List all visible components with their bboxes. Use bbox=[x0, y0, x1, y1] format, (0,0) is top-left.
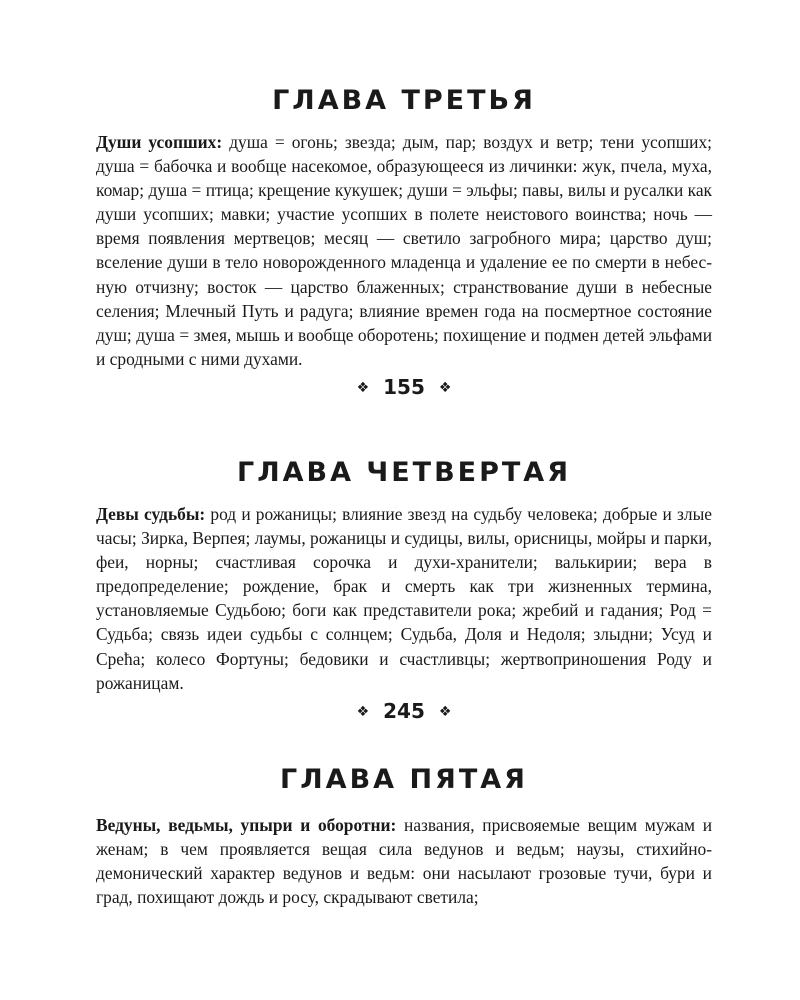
diamond-ornament-icon: ❖ bbox=[438, 379, 452, 396]
summary-lead: Ведуны, ведьмы, упыри и оборотни: bbox=[96, 815, 397, 835]
page-number: 155 bbox=[383, 374, 425, 399]
chapter-title: ГЛАВА ТРЕТЬЯ bbox=[272, 85, 536, 116]
chapter-title: ГЛАВА ПЯТАЯ bbox=[280, 764, 528, 795]
chapter-4 bbox=[96, 456, 712, 724]
diamond-ornament-icon: ❖ bbox=[438, 703, 452, 720]
chapter-5 bbox=[96, 763, 712, 909]
chapter-title: ГЛАВА ЧЕТВЕРТАЯ bbox=[237, 457, 571, 488]
chapter-summary bbox=[96, 130, 712, 371]
summary-lead: Девы судьбы: bbox=[96, 504, 206, 524]
summary-body: названия, присвояемые вещим мужам и женам; в чем проявляется вещая сила ведунов и ведьм; наузы, стихийно-демонический характер ведунов и ведьм: они насылают грозовые тучи, бури и град, похищают дождь и росу, скрадывают светила; bbox=[96, 815, 713, 908]
chapter-3 bbox=[96, 84, 712, 400]
chapter-summary bbox=[96, 502, 712, 695]
diamond-ornament-icon: ❖ bbox=[356, 379, 370, 396]
summary-body: род и рожаницы; влияние звезд на судьбу человека; добрые и злые часы; Зирка, Верпея; лаумы, рожаницы и судицы, вилы, орисницы, мойры и парки, феи, норны; счастливая сорочка и духи-хранители; валькирии; вера в предопределение; рождение, брак и смерть как три жизненных термина, установляемые Судьбою; боги как представители рока; жребий и гадания; Род = Судьба; связь идеи судьбы с солнцем; Судьба, Доля и Недоля; злыдни; Усуд и Срећа; колесо Фортуны; бедовики и счастливцы; жертвоприношения Роду и рожаницам. bbox=[96, 504, 712, 693]
page-reference bbox=[96, 375, 712, 400]
diamond-ornament-icon: ❖ bbox=[356, 703, 370, 720]
summary-lead: Души усопших: bbox=[96, 132, 223, 152]
page-number: 245 bbox=[383, 698, 425, 723]
summary-body: душа = огонь; звезда; дым, пар; воздух и ветр; тени усопших; душа = бабочка и вообще насекомое, образующееся из личинки: жук, пчела, муха, комар; душа = птица; крещение кукушек; души = эльфы; павы, вилы и русалки как души усопших; мавки; участие усопших в полете неистового воинства; ночь — время появления мертвецов; месяц — светило загробного мира; царство душ; вселение души в тело новорожденного младенца и удаление ее по смерти в небесную отчизну; восток — царство блаженных; странствование души в небесные селения; Млечный Путь и радуга; влияние времен года на посмертное состояние душ; душа = змея, мышь и вообще оборотень; похищение и подмен детей эльфами и сродными с ними духами. bbox=[96, 132, 712, 369]
page-reference bbox=[96, 699, 712, 724]
chapter-summary bbox=[96, 813, 712, 909]
